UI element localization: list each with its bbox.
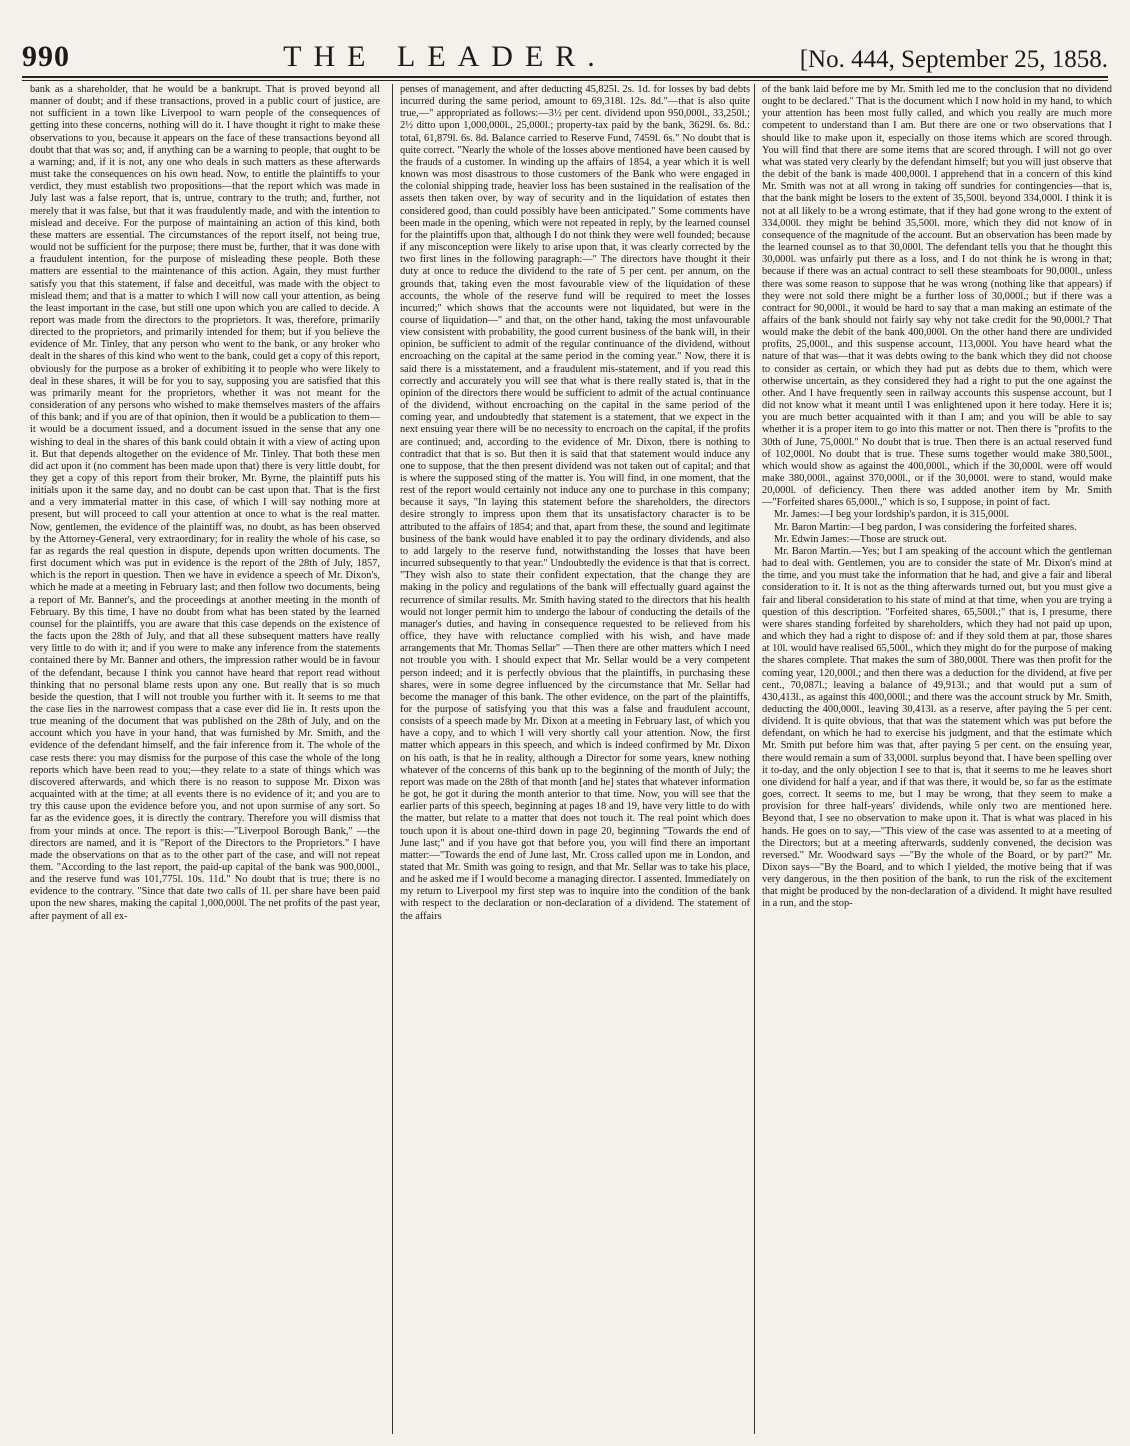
paragraph: Mr. Baron Martin.—Yes; but I am speaking of the account which the gentleman had to deal with. Gentlemen, you are to consider the state of Mr. Dixon's mind at the time, and you must take the information that he had, and give a fair and liberal consideration to it. It is not as the thing afterwards turned out, but you must give a fair and liberal consideration to his state of mind at that time, when you are trying a question of this description. "Forfeited shares, 65,500l.;" that is, I presume, there were shares standing forfeited by shareholders, which they had not paid up upon, and which they had a right to dispose of: and if they sold them at par, those shares at 10l. would have realised 65,500l., which they might do for the purpose of making the shares complete. That makes the sum of 380,000l. There was then profit for the coming year, 120,000l.; and then there was a deduction for the dividend, at five per cent., 70,087l.; leaving a balance of 49,913l.; and that would put a sum of 430,413l., as against this 400,000l.; and there was the account struck by Mr. Smith, deducting the 400,000l., leaving 30,413l. as a reserve, after paying the 5 per cent. dividend. It is quite obvious, that that was the statement which was put before the defendant, on which he had to exercise his judgment, and that the estimate which Mr. Smith put before him was that, after paying 5 per cent. on the ensuing year, there would remain a sum of 33,000l. surplus beyond that. I have been spelling over it to-day, and the only objection I see to that is, that it seems to me he leaves short one dividend for half a year, and if that was there, it would be, so far as the estimate goes, correct. It seems to me, but I may be wrong, that they seem to make a provision for three half-years' dividends, while only two are mentioned here. Beyond that, I see no observation to make upon it. That is what was placed in his hands. He goes on to say,—"This view of the case was assented to at a meeting of the Directors; but at a meeting afterwards, suddenly convened, the decision was reversed." Mr. Woodward says —"By the whole of the Board, or by part?" Mr. Dixon says—"By the Board, and to which I yielded, the motive being that if was very dangerous, in the then position of the bank, to run the risk of the excitement that might be produced by the non-declaration of a dividend. It might have resulted in a run, and the stop- <box>762 545 1112 910</box>
column-3 <box>762 84 1112 1440</box>
masthead-title: THE LEADER. <box>283 40 607 73</box>
paragraph: Mr. Baron Martin:—I beg pardon, I was considering the forfeited shares. <box>774 521 1077 533</box>
column-divider <box>754 84 755 1434</box>
issue-info: [No. 444, September 25, 1858. <box>799 46 1108 73</box>
column-1 <box>30 84 380 1440</box>
paragraph: Mr. James:—I beg your lordship's pardon, it is 315,000l. <box>774 509 1010 521</box>
column-divider <box>392 84 393 1434</box>
page-number: 990 <box>22 40 70 73</box>
paragraph: of the bank laid before me by Mr. Smith led me to the conclusion that no dividend ought to be declared." That is the document which I now hold in my hand, to which your attention has been most fully called, and which you really are much more competent to understand than I am. But there are one or two observations that I should like to make upon it, especially on those items which are scored through. You will find that there are some items that are scored through. I will not go over what was stated very clearly by the defendant himself; but you will just observe that the debit of the bank is made 400,000l. I apprehend that in a concern of this kind Mr. Smith was not at all wrong in taking off sundries for contingencies—that is, that the bank might be losers to the extent of 35,500l. beyond 334,000l. I think it is not at all likely to be a wrong estimate, that if they had gone wrong to the extent of 334,000l. they might be behind 35,500l. more, which they did not know of in consequence of the magnitude of the account. But an observation has been made by the learned counsel as to that 30,000l. The defendant tells you that he thought this 30,000l. was unfairly put there as a loss, and I do not think he is wrong in that; because if there was an actual contract to sell these steamboats for 90,000l., unless there was some reason to suppose that he was wrong (nothing like that appears) if they were not sold there might be a further loss of 30,000l.; but if there was a contract for 90,000l., it would be hard to say that a man making an estimate of the affairs of the bank should not fairly say why not take credit for the 90,000l.? That would make the debit of the bank 400,000l. On the other hand there are undivided profits, 25,000l., and this suspense account, 113,000l. You have heard what the nature of that was—that it was debts owing to the bank which they did not choose to consider as certain, or which they had put as debts due to them, which were otherwise uncertain, as they considered they had a right to put the one against the other. And I have frequently seen in railway accounts this suspense account, but I did not know what it meant until I was enlightened upon it here today. Here it is; you are much better acquainted with it than I am; and you will be able to say whether it is a proper item to go into this matter or not. Then there is "profits to the 30th of June, 75,000l." No doubt that is true. Then there is an actual reserved fund of 102,000l. No doubt that is true. These sums together would make 380,500l., which would show as against the 400,000l., which if the 30,000l. were off would make 380,000l., against 370,000l., or if the 30,000l. were to stand, would make 20,000l. of deficiency. Then there was added another item by Mr. Smith—"Forfeited shares 65,000l.," which is so, I suppose, in point of fact. <box>762 84 1112 509</box>
page-header <box>22 38 1108 74</box>
paragraph: bank as a shareholder, that he would be a bankrupt. That is proved beyond all manner of doubt; and if these transactions, proved in a public court of justice, are not sufficient in a town like Liverpool to warn people of the consequences of getting into these concerns, nothing will do it. I have thought it right to make these observations to you, because it appears on the face of these transactions beyond all doubt that that was so; and, if anything can be a warning to people, that ought to be a warning; and, if it is not, any one who deals in such matters as these afterwards must take the consequences on his own head. Now, to entitle the plaintiffs to your verdict, they must establish two propositions—that the report which was made in July last was a false report, that is, untrue, contrary to the truth; and, further, not merely that it was false, but that it was fraudulently made, and with the intention to mislead and deceive. For the purpose of maintaining an action of this kind, both these matters are essential. The circumstances of the report itself, not being true, would not be sufficient for the purpose; there must be, further, that it was done with a fraudulent intention, for the purpose of misleading these people. Both these matters are essential to the maintenance of this action. Again, they must further satisfy you that this statement, if false and deceitful, was made with the object to mislead them; and that is a matter to which I will now call your attention, as being the least important in the case, but still one upon which you are called to decide. A report was made from the directors to the proprietors. It was, therefore, primarily directed to the proprietors, and primarily intended for them; but if you believe the evidence of Mr. Tinley, that any person who went to the bank, or any broker who dealt in the shares of this kind who went to the bank, could get a copy of this report, obviously for the purpose as a broker of exhibiting it to people who were likely to deal in these shares, it will be for you to say, supposing you are satisfied that this was primarily meant for the proprietors, whether it was not meant for the consideration of any persons who wished to make themselves masters of the affairs of this bank; and if you are of that opinion, then it would be a publication to them—it would be a document issued, and a document issued in the sense that any one wishing to deal in the shares of this bank could obtain it with a view of acting upon it. But that depends altogether on the evidence of Mr. Tinley. That both these men did act upon it (no comment has been made upon that) there is very little doubt, for they get a copy of this report from their broker, Mr. Byrne, the plaintiff puts his initials upon it the same day, and no doubt can be cast upon that. That is the first and a very immaterial matter in this case, of which I will say nothing more at present, but will proceed to call your attention at once to what is the real matter. Now, gentlemen, the evidence of the plaintiff was, no doubt, as has been observed by the Attorney-General, very extraordinary; for in reality the whole of his case, so far as regards the real question in dispute, depends upon written documents. The first document which was put in evidence is the report of the 28th of July, 1857, which is the report in question. Then we have in evidence a speech of Mr. Dixon's, which he made at a meeting in February last; and then follow two documents, being a report of Mr. Banner's, and the proceedings at another meeting in the month of February. By this time, I have no doubt from what has been stated by the learned counsel for the plaintiffs, you are aware that this case depends on the existence of the facts upon the 28th of July, and that all these subsequent matters have really very little to do with it; and if you were to make any inference from the statements contained there by Mr. Banner and others, the impression rather would be in favour of the defendant, because I think you cannot have heard that report read without thinking that no personal blame rests upon any one. But really that is so much beside the question, that I will not trouble you further with it. It seems to me that the case lies in the narrowest compass that a case ever did lie in. It rests upon the true meaning of the document that was published on the 28th of July, and on the account which you have in your hand, that was furnished by Mr. Smith, and the evidence of the defendant himself, and the fair inference from it. The whole of the case rests there: you may dismiss for the purpose of this case the whole of the long reports which have been read to you;—they relate to a state of things which was discovered afterwards, and which there is no reason to suppose Mr. Dixon was acquainted with at the time; at all events there is no evidence of it; and you are to try this cause upon the evidence before you, and not upon surmise of any sort. So far as the evidence goes, it is directly the contrary. Therefore you will dismiss that from your minds at once. The report is this:—"Liverpool Borough Bank," —the directors are named, and it is "Report of the Directors to the Proprietors." I have made the observations on that as to the other part of the case, and will not repeat them. "According to the last report, the paid-up capital of the bank was 900,000l., and the reserve fund was 101,775l. 10s. 11d." No doubt that is true; there is no evidence to the contrary. "Since that date two calls of 1l. per share have been paid upon the new shares, making the capital 1,000,000l. The net profits of the past year, after payment of all ex- <box>30 84 380 922</box>
paragraph: Mr. Edwin James:—Those are struck out. <box>774 533 947 545</box>
column-2 <box>400 84 750 1440</box>
paragraph: penses of management, and after deducting 45,825l. 2s. 1d. for losses by bad debts incurred during the same period, amount to 69,318l. 12s. 8d."—that is also quite true,—" appropriated as follows:—3½ per cent. dividend upon 950,000l., 33,250l.; 2½ ditto upon 1,000,000l., 25,000l.; property-tax paid by the bank, 3629l. 6s. 8d.: total, 61,879l. 6s. 8d. Balance carried to Reserve Fund, 7459l. 6s." No doubt that is quite correct. "Nearly the whole of the losses above mentioned have been caused by the frauds of a customer. In winding up the affairs of 1854, a year which it is well known was most disastrous to those customers of the Bank who were engaged in the colonial shipping trade, heavier loss has been sustained in the realisation of the assets then taken over, by way of security and in the liquidation of estates then considered good, than could possibly have been anticipated." Some comments have been made in the opening, which were not repeated in reply, by the learned counsel for the plaintiffs upon that, although I do not think they were well founded; because if any misconception were likely to arise upon that, it was clearly corrected by the two first lines in the following paragraph:—" The directors have thought it their duty at once to reduce the dividend to the rate of 5 per cent. per annum, on the grounds that, taking even the most favourable view of the liquidation of these accounts, the whole of the reserve fund will be required to meet the losses incurred;" which shows that the accounts were not liquidated, but were in the course of liquidation—" and that, on the other hand, taking the most unfavourable view consistent with probability, the good current business of the bank will, in their opinion, be sufficient to admit of the regular continuance of the dividend, without encroaching on the capital at the same period in the coming year." Now, there it is said there is a misstatement, and a fraudulent mis-statement, and if you read this correctly and accurately you will see that what is there really stated is, that in the opinion of the directors there would be sufficient to admit of the actual continuance of the dividend, without encroaching on the capital in the same period of the coming year, and undoubtedly that statement is a statement, that we expect in the next ensuing year there will be no necessity to encroach on the capital, if the profits are continued; and, according to the evidence of Mr. Dixon, there is nothing to contradict that that is so. But then it is said that that statement would induce any one to suppose, that the then present dividend was not taken out of capital; and that is where the supposed sting of the matter is. You will find, in one moment, that the rest of the report would certainly not induce any one to purchase in this company; because it says, "In laying this statement before the shareholders, the directors desire strongly to impress upon them that its unsatisfactory character is to be attributed to the affairs of 1854; and that, apart from these, the sound and legitimate business of the bank would have enabled it to pay the ordinary dividends, and also to add largely to the reserve fund, notwithstanding the losses that have been incurred subsequently to that year." Undoubtedly the evidence is that that is correct. "They wish also to state their confident expectation, that the change they are making in the policy and regulations of the bank will effectually guard against the recurrence of similar results. Mr. Smith having stated to the directors that his health would not longer permit him to undergo the labour of conducting the details of the manager's duties, and having in consequence requested to be relieved from his office, they have with reluctance complied with his wish, and have made arrangements that Mr. Thomas Sellar" —Then there are other matters which I need not trouble you with. I should expect that Mr. Sellar would be a very competent person indeed; and it is perfectly obvious that the plaintiffs, in purchasing these shares, were in some degree influenced by the circumstance that Mr. Sellar had become the manager of this bank. The other evidence, on the part of the plaintiffs, for the purpose of satisfying you that this was a false and fraudulent account, consists of a speech made by Mr. Dixon at a meeting in February last, of which you have a copy, and to which I will very shortly call your attention. Now, the first matter which appears in this speech, and which is indeed confirmed by Mr. Dixon on his oath, is that he in reality, although a Director for some years, knew nothing whatever of the concerns of this bank up to the beginning of the month of July; the report was made on the 28th of that month [and he] states that whatever information he got, he got it during the month anterior to that time. Now, you will see that the earlier parts of this speech, beginning at pages 18 and 19, have very little to do with the matter, but relate to a matter that does not touch it. The real point which does touch upon it is about one-third down in page 20, beginning "Towards the end of June last;" and if you have got that before you, you will find there an important matter:—"Towards the end of June last, Mr. Cross called upon me in London, and stated that Mr. Smith was going to resign, and that Mr. Sellar was to take his place, and he asked me if I would become a managing director. I assented. Immediately on my return to Liverpool my first step was to inquire into the condition of the bank with respect to the declaration or non-declaration of a dividend. The statement of the affairs <box>400 84 750 922</box>
header-rule <box>22 76 1108 81</box>
